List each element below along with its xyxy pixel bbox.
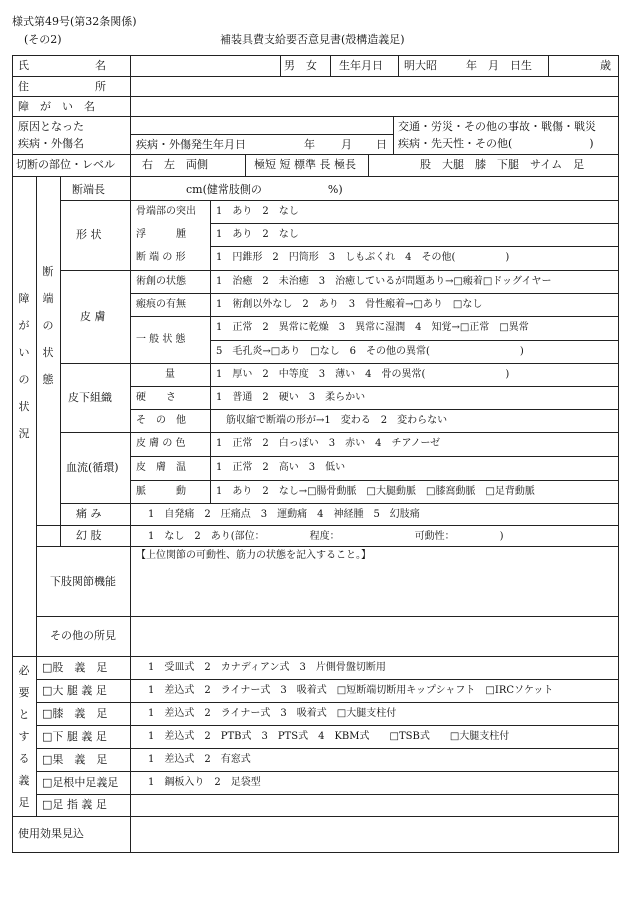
blood-flow-group-label: 血流(循環)	[66, 461, 119, 474]
skin-row-value: 1 治癒 2 未治癒 3 治癒しているが問題あり→□瘢着□ドッグイヤー	[216, 276, 552, 287]
blood-row-label: 皮 膚 温	[136, 462, 186, 473]
subcutis-row-value: 筋収縮で断端の形が→1 変わる 2 変わらない	[226, 415, 448, 426]
prosthesis-type-options: 1 鋼板入り 2 足袋型	[148, 777, 261, 788]
prosthesis-type-options: 1 受皿式 2 カナディアン式 3 片側骨盤切断用	[148, 662, 386, 673]
general-condition-label: 一 般 状 態	[136, 334, 186, 345]
onset-date-label: 疾病・外傷発生年月日	[136, 138, 246, 151]
prosthesis-type-label: □股 義 足	[42, 661, 108, 674]
prosthesis-type-label: □大 腿 義 足	[42, 684, 107, 697]
prosthesis-type-options: 1 差込式 2 PTB式 3 PTS式 4 KBM式 □TSB式 □大腿支柱付	[148, 731, 510, 742]
stump-condition-label: 断端の状態	[42, 265, 54, 386]
blood-row-value: 1 正常 2 白っぽい 3 赤い 4 チアノーゼ	[216, 438, 441, 449]
prosthesis-type-options: 1 差込式 2 有窓式	[148, 754, 251, 765]
general-condition-line1: 1 正常 2 異常に乾燥 3 異常に湿潤 4 知覚→□正常 □異常	[216, 322, 529, 333]
cause-label-line1: 原因となった	[18, 120, 84, 133]
prosthesis-type-label: □足根中足義足	[42, 776, 119, 789]
onset-year: 年	[304, 138, 315, 151]
cause-options-1: 交通・労災・その他の事故・戦傷・戦災	[398, 120, 596, 133]
shape-row-label: 断 端 の 形	[136, 252, 186, 263]
disability-name-label: 障 が い 名	[18, 100, 95, 113]
pain-options: 1 自発痛 2 圧痛点 3 運動痛 4 神経腫 5 幻肢痛	[148, 509, 420, 520]
skin-group-label: 皮 膚	[80, 310, 106, 323]
disability-status-label: 障がいの状況	[18, 292, 30, 440]
prosthesis-type-label: □膝 義 足	[42, 707, 108, 720]
subcutis-row-label: 量	[165, 369, 175, 380]
stump-length-label: 断端長	[72, 183, 105, 196]
address-label: 住 所	[18, 80, 106, 93]
level-options: 股 大腿 膝 下腿 サイム 足	[420, 158, 585, 171]
shape-group-label: 形 状	[76, 228, 102, 241]
blood-row-label: 脈 動	[136, 486, 186, 497]
birthdate-label: 生年月日	[339, 59, 383, 72]
other-findings-label: その他の所見	[50, 629, 116, 642]
skin-row-label: 瘢痕の有無	[136, 299, 186, 310]
form-part: (その2)	[24, 33, 62, 46]
prosthesis-type-options: 1 差込式 2 ライナー式 3 吸着式 □短断端切断用キップシャフト □IRCソケット	[148, 685, 554, 696]
subcutis-group-label: 皮下組織	[68, 391, 112, 404]
joint-function-note: 【上位関節の可動性、筋力の状態を記入すること。】	[136, 550, 371, 561]
era-options: 明大昭	[404, 59, 437, 72]
subcutis-row-value: 1 普通 2 硬い 3 柔らかい	[216, 392, 366, 403]
form-title: 補装具費支給要否意見書(殻構造義足)	[220, 33, 405, 46]
blood-row-label: 皮 膚 の 色	[136, 438, 186, 449]
cause-options-2: 疾病・先天性・その他( )	[398, 137, 594, 150]
shape-row-value: 1 あり 2 なし	[216, 206, 299, 217]
age-unit: 歳	[600, 59, 611, 72]
blood-row-value: 1 正常 2 高い 3 低い	[216, 462, 346, 473]
general-condition-line2: 5 毛孔炎→□あり □なし 6 その他の異常( )	[216, 346, 524, 357]
shape-row-label: 骨端部の突出	[136, 206, 196, 217]
prosthesis-type-label: □足 指 義 足	[42, 798, 107, 811]
shape-row-value: 1 円錐形 2 円筒形 3 しもぶくれ 4 その他( )	[216, 252, 510, 263]
cause-label-line2: 疾病・外傷名	[18, 137, 84, 150]
onset-day: 日	[376, 138, 387, 151]
required-prosthesis-label: 必要とする義足	[18, 664, 30, 809]
phantom-limb-options: 1 なし 2 あり(部位： 程度： 可動性： )	[148, 531, 504, 542]
prosthesis-type-label: □果 義 足	[42, 753, 108, 766]
subcutis-row-label: そ の 他	[136, 415, 186, 426]
prosthesis-type-label: □下 腿 義 足	[42, 730, 107, 743]
stump-length-value: cm(健常肢側の %)	[186, 183, 343, 196]
subcutis-row-value: 1 厚い 2 中等度 3 薄い 4 骨の異常( )	[216, 369, 510, 380]
phantom-limb-label: 幻 肢	[76, 529, 102, 542]
skin-row-label: 術創の状態	[136, 276, 186, 287]
shape-row-label: 浮 腫	[136, 229, 186, 240]
prosthesis-type-options: 1 差込式 2 ライナー式 3 吸着式 □大腿支柱付	[148, 708, 397, 719]
skin-row-value: 1 術創以外なし 2 あり 3 骨性瘢着→□あり □なし	[216, 299, 483, 310]
expected-effect-label: 使用効果見込	[18, 827, 84, 840]
gender-options: 男 女	[284, 59, 317, 72]
length-options: 極短 短 標準 長 極長	[254, 158, 356, 171]
onset-month: 月	[341, 138, 352, 151]
birthdate-ymd: 年 月 日生	[466, 59, 532, 72]
side-options: 右 左 両側	[142, 158, 208, 171]
lower-limb-joint-label: 下肢関節機能	[50, 575, 116, 588]
pain-label: 痛 み	[76, 507, 102, 520]
subcutis-row-label: 硬 さ	[136, 392, 176, 403]
amputation-label: 切断の部位・レベル	[16, 158, 115, 171]
blood-row-value: 1 あり 2 なし→□腸骨動脈 □大腿動脈 □膝窩動脈 □足背動脈	[216, 486, 535, 497]
shape-row-value: 1 あり 2 なし	[216, 229, 299, 240]
name-label: 氏 名	[18, 59, 106, 72]
form-number: 様式第49号(第32条関係)	[12, 15, 137, 28]
